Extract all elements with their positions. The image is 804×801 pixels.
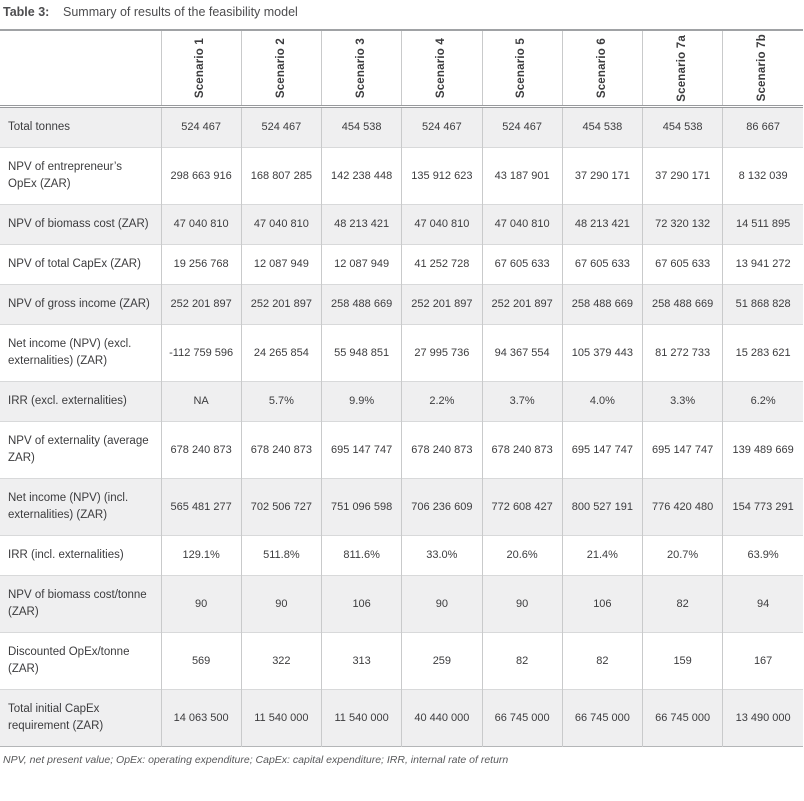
value-cell: 695 147 747	[643, 422, 723, 479]
table-row	[0, 325, 803, 382]
value-cell: 90	[241, 576, 321, 633]
value-cell: 67 605 633	[643, 245, 723, 285]
value-cell: 82	[643, 576, 723, 633]
value-cell: 20.6%	[482, 536, 562, 576]
value-cell: 67 605 633	[562, 245, 642, 285]
value-cell: 139 489 669	[723, 422, 803, 479]
table-caption	[0, 0, 804, 27]
table-row	[0, 382, 803, 422]
table-number: Table 3:	[3, 5, 50, 19]
value-cell: 94	[723, 576, 803, 633]
value-cell: 21.4%	[562, 536, 642, 576]
column-header-label: Scenario 7b	[756, 34, 769, 102]
value-cell: 90	[402, 576, 482, 633]
value-cell: 800 527 191	[562, 479, 642, 536]
value-cell: 524 467	[161, 107, 241, 148]
value-cell: 6.2%	[723, 382, 803, 422]
value-cell: 776 420 480	[643, 479, 723, 536]
table-row	[0, 245, 803, 285]
value-cell: 811.6%	[322, 536, 402, 576]
value-cell: 168 807 285	[241, 148, 321, 205]
value-cell: 66 745 000	[562, 690, 642, 747]
value-cell: 47 040 810	[482, 205, 562, 245]
column-header-label: Scenario 3	[354, 37, 367, 99]
value-cell: 55 948 851	[322, 325, 402, 382]
value-cell: 129.1%	[161, 536, 241, 576]
column-header-scenario-6	[562, 30, 642, 107]
table-row	[0, 479, 803, 536]
table-header	[0, 30, 803, 107]
row-label: IRR (excl. externalities)	[0, 382, 161, 422]
value-cell: 11 540 000	[322, 690, 402, 747]
value-cell: NA	[161, 382, 241, 422]
table-row	[0, 690, 803, 747]
value-cell: 12 087 949	[322, 245, 402, 285]
row-label: NPV of biomass cost/tonne (ZAR)	[0, 576, 161, 633]
value-cell: 678 240 873	[482, 422, 562, 479]
value-cell: 258 488 669	[562, 285, 642, 325]
value-cell: 695 147 747	[322, 422, 402, 479]
value-cell: 43 187 901	[482, 148, 562, 205]
value-cell: 63.9%	[723, 536, 803, 576]
value-cell: -112 759 596	[161, 325, 241, 382]
value-cell: 41 252 728	[402, 245, 482, 285]
column-header-label: Scenario 1	[194, 37, 207, 99]
column-header-scenario-1	[161, 30, 241, 107]
table-row	[0, 422, 803, 479]
value-cell: 702 506 727	[241, 479, 321, 536]
value-cell: 3.7%	[482, 382, 562, 422]
value-cell: 14 511 895	[723, 205, 803, 245]
column-header-scenario-5	[482, 30, 562, 107]
value-cell: 94 367 554	[482, 325, 562, 382]
value-cell: 19 256 768	[161, 245, 241, 285]
column-header-label: Scenario 6	[595, 37, 608, 99]
value-cell: 47 040 810	[241, 205, 321, 245]
value-cell: 454 538	[643, 107, 723, 148]
header-row	[0, 30, 803, 107]
value-cell: 678 240 873	[402, 422, 482, 479]
row-label: Net income (NPV) (excl. externalities) (ZAR)	[0, 325, 161, 382]
row-label: Total initial CapEx requirement (ZAR)	[0, 690, 161, 747]
row-label: IRR (incl. externalities)	[0, 536, 161, 576]
column-header-scenario-7a	[643, 30, 723, 107]
table-row	[0, 285, 803, 325]
value-cell: 105 379 443	[562, 325, 642, 382]
row-label: NPV of biomass cost (ZAR)	[0, 205, 161, 245]
value-cell: 454 538	[562, 107, 642, 148]
value-cell: 90	[161, 576, 241, 633]
value-cell: 135 912 623	[402, 148, 482, 205]
value-cell: 9.9%	[322, 382, 402, 422]
value-cell: 695 147 747	[562, 422, 642, 479]
column-header-scenario-7b	[723, 30, 803, 107]
row-label: Discounted OpEx/tonne (ZAR)	[0, 633, 161, 690]
value-cell: 252 201 897	[241, 285, 321, 325]
value-cell: 11 540 000	[241, 690, 321, 747]
value-cell: 8 132 039	[723, 148, 803, 205]
value-cell: 48 213 421	[322, 205, 402, 245]
value-cell: 167	[723, 633, 803, 690]
value-cell: 15 283 621	[723, 325, 803, 382]
value-cell: 142 238 448	[322, 148, 402, 205]
header-corner-cell	[0, 30, 161, 107]
value-cell: 90	[482, 576, 562, 633]
value-cell: 258 488 669	[322, 285, 402, 325]
row-label: Total tonnes	[8, 121, 71, 133]
value-cell: 67 605 633	[482, 245, 562, 285]
column-header-label: Scenario 2	[274, 37, 287, 99]
value-cell: 678 240 873	[161, 422, 241, 479]
value-cell: 48 213 421	[562, 205, 642, 245]
value-cell: 4.0%	[562, 382, 642, 422]
table-row	[0, 536, 803, 576]
table-body	[0, 107, 803, 747]
value-cell: 51 868 828	[723, 285, 803, 325]
value-cell: 106	[322, 576, 402, 633]
value-cell: 2.2%	[402, 382, 482, 422]
table-row	[0, 107, 803, 148]
value-cell: 524 467	[482, 107, 562, 148]
value-cell: 14 063 500	[161, 690, 241, 747]
value-cell: 569	[161, 633, 241, 690]
value-cell: 252 201 897	[402, 285, 482, 325]
row-label: NPV of entrepreneur’s OpEx (ZAR)	[0, 148, 161, 205]
value-cell: 159	[643, 633, 723, 690]
value-cell: 47 040 810	[161, 205, 241, 245]
column-header-label: Scenario 7a	[675, 34, 688, 102]
value-cell: 252 201 897	[482, 285, 562, 325]
value-cell: 298 663 916	[161, 148, 241, 205]
column-header-scenario-2	[241, 30, 321, 107]
table-title: Summary of results of the feasibility model	[63, 5, 298, 19]
value-cell: 3.3%	[643, 382, 723, 422]
value-cell: 313	[322, 633, 402, 690]
value-cell: 706 236 609	[402, 479, 482, 536]
table-footnote: NPV, net present value; OpEx: operating expenditure; CapEx: capital expenditure; IRR, internal rate of return	[3, 754, 509, 766]
value-cell: 33.0%	[402, 536, 482, 576]
value-cell: 511.8%	[241, 536, 321, 576]
row-label: NPV of gross income (ZAR)	[0, 285, 161, 325]
value-cell: 27 995 736	[402, 325, 482, 382]
value-cell: 678 240 873	[241, 422, 321, 479]
row-label: NPV of total CapEx (ZAR)	[0, 245, 161, 285]
value-cell: 565 481 277	[161, 479, 241, 536]
value-cell: 47 040 810	[402, 205, 482, 245]
value-cell: 20.7%	[643, 536, 723, 576]
value-cell: 524 467	[241, 107, 321, 148]
value-cell: 37 290 171	[643, 148, 723, 205]
value-cell: 72 320 132	[643, 205, 723, 245]
value-cell: 13 941 272	[723, 245, 803, 285]
table-row	[0, 576, 803, 633]
column-header-scenario-3	[322, 30, 402, 107]
value-cell: 24 265 854	[241, 325, 321, 382]
value-cell: 5.7%	[241, 382, 321, 422]
column-header-scenario-4	[402, 30, 482, 107]
column-header-label: Scenario 5	[515, 37, 528, 99]
value-cell: 12 087 949	[241, 245, 321, 285]
value-cell: 86 667	[723, 107, 803, 148]
value-cell: 772 608 427	[482, 479, 562, 536]
value-cell: 524 467	[402, 107, 482, 148]
value-cell: 40 440 000	[402, 690, 482, 747]
value-cell: 454 538	[322, 107, 402, 148]
value-cell: 322	[241, 633, 321, 690]
table-row	[0, 205, 803, 245]
value-cell: 751 096 598	[322, 479, 402, 536]
column-header-label: Scenario 4	[435, 37, 448, 99]
value-cell: 154 773 291	[723, 479, 803, 536]
value-cell: 82	[562, 633, 642, 690]
value-cell: 252 201 897	[161, 285, 241, 325]
row-label: NPV of externality (average ZAR)	[0, 422, 161, 479]
feasibility-results-table	[0, 29, 803, 747]
row-label: Net income (NPV) (incl. externalities) (ZAR)	[0, 479, 161, 536]
value-cell: 82	[482, 633, 562, 690]
table-row	[0, 633, 803, 690]
value-cell: 81 272 733	[643, 325, 723, 382]
value-cell: 258 488 669	[643, 285, 723, 325]
value-cell: 37 290 171	[562, 148, 642, 205]
value-cell: 106	[562, 576, 642, 633]
value-cell: 66 745 000	[482, 690, 562, 747]
value-cell: 259	[402, 633, 482, 690]
table-row	[0, 148, 803, 205]
value-cell: 66 745 000	[643, 690, 723, 747]
value-cell: 13 490 000	[723, 690, 803, 747]
